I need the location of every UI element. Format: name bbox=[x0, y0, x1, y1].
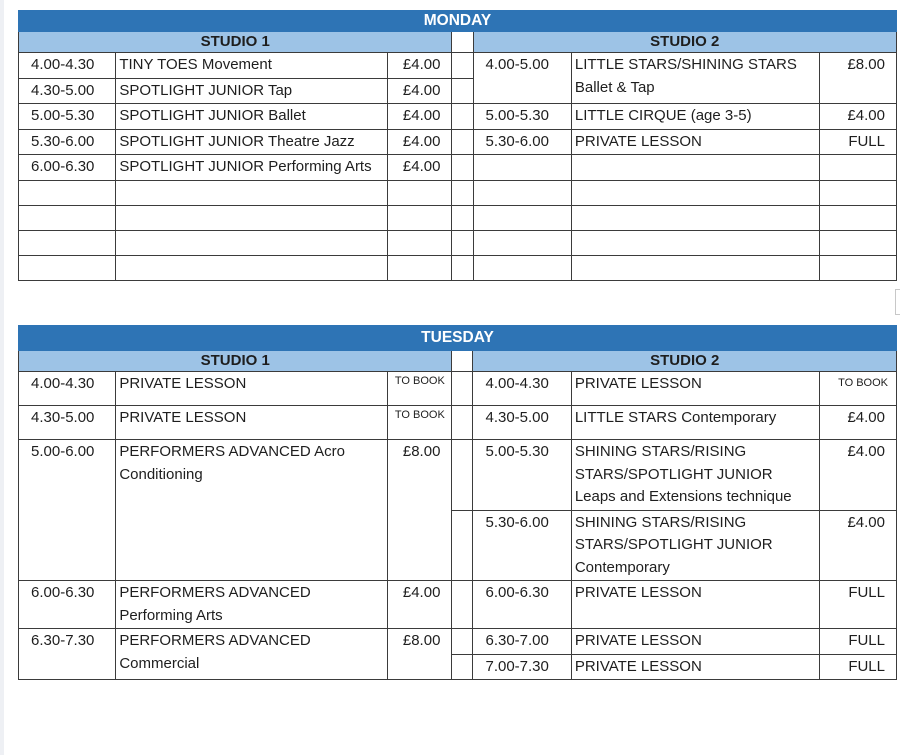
table-row bbox=[19, 53, 897, 79]
table-row bbox=[19, 372, 897, 406]
studio-1-class: PERFORMERS ADVANCED Acro Conditioning bbox=[116, 440, 388, 581]
empty-row bbox=[19, 180, 897, 205]
studio-1-time: 5.00-6.00 bbox=[19, 440, 116, 581]
empty-row bbox=[19, 205, 897, 230]
table-row bbox=[19, 155, 897, 181]
studio-2-class: PRIVATE LESSON bbox=[571, 372, 819, 406]
studio-1-price: £4.00 bbox=[388, 78, 452, 104]
studio-1-class: PRIVATE LESSON bbox=[116, 372, 388, 406]
studio-2-price: FULL bbox=[819, 581, 896, 629]
studio-2-time: 6.00-6.30 bbox=[473, 581, 571, 629]
studio-2-price: £8.00 bbox=[819, 53, 896, 104]
page-edge bbox=[0, 0, 4, 755]
studio-header-row bbox=[19, 351, 897, 372]
studio-2-price: FULL bbox=[819, 654, 896, 680]
studio-2-time: 6.30-7.00 bbox=[473, 629, 571, 655]
studio-2-class: LITTLE STARS Contemporary bbox=[571, 406, 819, 440]
studio-1-price: £8.00 bbox=[388, 440, 452, 581]
studio-2-class: PRIVATE LESSON bbox=[571, 129, 819, 155]
day-title: TUESDAY bbox=[19, 326, 897, 351]
studio-2-price: £4.00 bbox=[819, 104, 896, 130]
studio-2-time: 7.00-7.30 bbox=[473, 654, 571, 680]
studio-2-class: PRIVATE LESSON bbox=[571, 654, 819, 680]
table-row bbox=[19, 581, 897, 629]
tuesday-schedule-table bbox=[18, 325, 897, 680]
studio-1-price: £4.00 bbox=[388, 53, 452, 79]
studio-2-price: £4.00 bbox=[819, 510, 896, 581]
studio-2-price: FULL bbox=[819, 129, 896, 155]
studio-2-time: 4.00-4.30 bbox=[473, 372, 571, 406]
day-header-row bbox=[19, 326, 897, 351]
studio-2-price: FULL bbox=[819, 629, 896, 655]
studio-1-time: 4.30-5.00 bbox=[19, 406, 116, 440]
studio-2-price: TO BOOK bbox=[819, 372, 896, 406]
studio-1-price: TO BOOK bbox=[388, 406, 452, 440]
studio-1-class: PERFORMERS ADVANCED Commercial bbox=[116, 629, 388, 680]
studio-1-price: TO BOOK bbox=[388, 372, 452, 406]
studio-1-class: TINY TOES Movement bbox=[116, 53, 388, 79]
studio-1-class: PRIVATE LESSON bbox=[116, 406, 388, 440]
studio-1-price: £4.00 bbox=[388, 155, 452, 181]
studio-1-class: PERFORMERS ADVANCED Performing Arts bbox=[116, 581, 388, 629]
day-header-row bbox=[19, 11, 897, 32]
studio-1-price: £4.00 bbox=[388, 129, 452, 155]
empty-row bbox=[19, 255, 897, 280]
studio-2-class: LITTLE STARS/SHINING STARS Ballet & Tap bbox=[571, 53, 819, 104]
table-row bbox=[19, 129, 897, 155]
studio-1-time: 5.30-6.00 bbox=[19, 129, 116, 155]
studio-2-time: 4.30-5.00 bbox=[473, 406, 571, 440]
studio-2-header: STUDIO 2 bbox=[473, 351, 897, 372]
studio-2-class: SHINING STARS/RISING STARS/SPOTLIGHT JUNIOR Leaps and Extensions technique bbox=[571, 440, 819, 511]
empty-row bbox=[19, 230, 897, 255]
studio-1-time: 6.30-7.30 bbox=[19, 629, 116, 680]
table-row bbox=[19, 629, 897, 655]
studio-header-row bbox=[19, 32, 897, 53]
studio-1-price: £4.00 bbox=[388, 581, 452, 629]
studio-2-time: 5.00-5.30 bbox=[473, 440, 571, 511]
day-title: MONDAY bbox=[19, 11, 897, 32]
studio-1-time: 4.00-4.30 bbox=[19, 53, 116, 79]
studio-1-time: 4.00-4.30 bbox=[19, 372, 116, 406]
studio-2-class: PRIVATE LESSON bbox=[571, 629, 819, 655]
studio-1-time: 4.30-5.00 bbox=[19, 78, 116, 104]
studio-2-class: SHINING STARS/RISING STARS/SPOTLIGHT JUNIOR Contemporary bbox=[571, 510, 819, 581]
studio-1-price: £8.00 bbox=[388, 629, 452, 680]
studio-2-header: STUDIO 2 bbox=[473, 32, 896, 53]
studio-2-time: 5.00-5.30 bbox=[473, 104, 571, 130]
studio-1-class: SPOTLIGHT JUNIOR Theatre Jazz bbox=[116, 129, 388, 155]
studio-2-time: 5.30-6.00 bbox=[473, 510, 571, 581]
studio-1-time: 6.00-6.30 bbox=[19, 155, 116, 181]
table-row bbox=[19, 440, 897, 511]
studio-2-price: £4.00 bbox=[819, 440, 896, 511]
studio-1-class: SPOTLIGHT JUNIOR Tap bbox=[116, 78, 388, 104]
studio-1-header: STUDIO 1 bbox=[19, 351, 452, 372]
studio-1-time: 6.00-6.30 bbox=[19, 581, 116, 629]
studio-1-class: SPOTLIGHT JUNIOR Performing Arts bbox=[116, 155, 388, 181]
studio-1-price: £4.00 bbox=[388, 104, 452, 130]
studio-2-class: LITTLE CIRQUE (age 3-5) bbox=[571, 104, 819, 130]
studio-2-time: 5.30-6.00 bbox=[473, 129, 571, 155]
studio-2-time: 4.00-5.00 bbox=[473, 53, 571, 104]
studio-2-class: PRIVATE LESSON bbox=[571, 581, 819, 629]
monday-schedule-table bbox=[18, 10, 897, 281]
margin-marker bbox=[895, 289, 900, 315]
studio-1-header: STUDIO 1 bbox=[19, 32, 452, 53]
studio-2-price: £4.00 bbox=[819, 406, 896, 440]
studio-1-time: 5.00-5.30 bbox=[19, 104, 116, 130]
table-row bbox=[19, 104, 897, 130]
studio-1-class: SPOTLIGHT JUNIOR Ballet bbox=[116, 104, 388, 130]
table-row bbox=[19, 406, 897, 440]
